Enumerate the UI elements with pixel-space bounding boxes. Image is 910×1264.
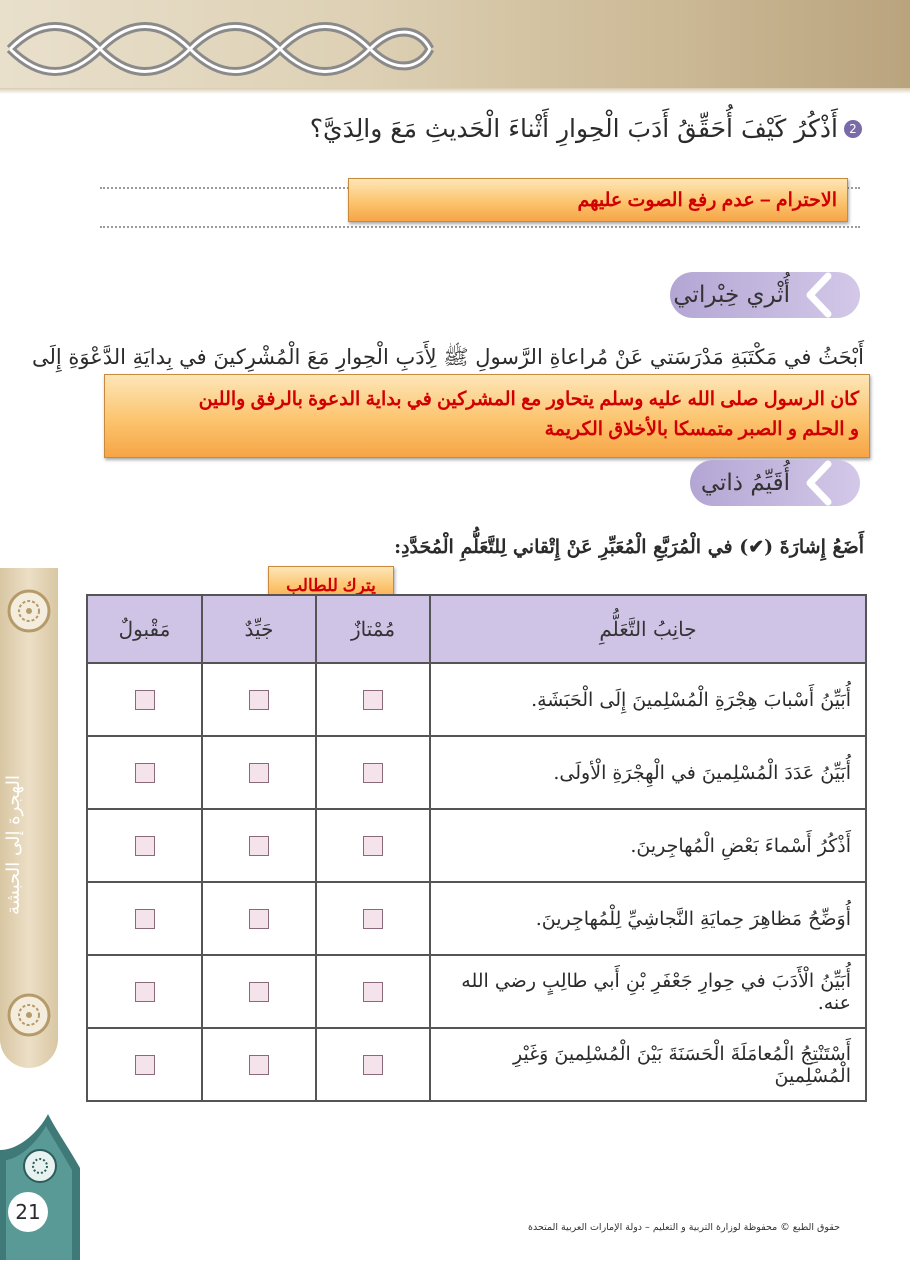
medallion-icon (4, 586, 54, 636)
top-banner-shadow (0, 88, 910, 94)
rating-cell-acceptable (87, 955, 202, 1028)
checkbox-excellent[interactable] (363, 982, 383, 1002)
rating-cell-good (202, 736, 316, 809)
checkbox-acceptable[interactable] (135, 982, 155, 1002)
header-acceptable: مَقْبولٌ (87, 595, 202, 663)
answer-dotted-line-2 (100, 226, 860, 228)
rating-cell-excellent (316, 955, 430, 1028)
checkbox-acceptable[interactable] (135, 690, 155, 710)
checkbox-acceptable[interactable] (135, 909, 155, 929)
rating-cell-acceptable (87, 663, 202, 736)
page-number: 21 (8, 1192, 48, 1232)
checkbox-good[interactable] (249, 763, 269, 783)
rating-cell-good (202, 882, 316, 955)
rating-cell-acceptable (87, 809, 202, 882)
header-good: جَيِّدٌ (202, 595, 316, 663)
checkbox-acceptable[interactable] (135, 1055, 155, 1075)
answer-box-1 (348, 178, 848, 222)
self-assessment-table (86, 594, 867, 1102)
rating-cell-good (202, 955, 316, 1028)
section-enrich-label: أُثْري خِبْراتي (673, 282, 790, 308)
medallion-icon (4, 990, 54, 1040)
rating-cell-excellent (316, 736, 430, 809)
skill-cell: أُبَيِّنُ عَدَدَ الْمُسْلِمينَ في الْهِجْرَةِ الْأولَى. (430, 736, 866, 809)
chevron-icon (800, 272, 840, 318)
section-assess-label: أُقَيِّمُ ذاتي (700, 470, 790, 496)
rating-cell-excellent (316, 663, 430, 736)
skill-cell: أَسْتَنْتِجُ الْمُعامَلَةَ الْحَسَنَةَ بَيْنَ الْمُسْلِمينَ وَغَيْرِ الْمُسْلِمينَ (430, 1028, 866, 1101)
table-row (87, 736, 866, 809)
rating-cell-good (202, 809, 316, 882)
instruction-text: أَضَعُ إِشارَةَ (✔) في الْمُرَبَّعِ الْمُعَبِّرِ عَنْ إِتْقاني لِلتَّعَلُّمِ الْمُحَدَّدِ: (394, 536, 864, 558)
copyright-footer: حقوق الطبع © محفوظة لوزارة التربية و التعليم – دولة الإمارات العربية المتحدة (528, 1222, 840, 1233)
skill-cell: أُبَيِّنُ الْأَدَبَ في حِوارِ جَعْفَرِ بْنِ أَبي طالِبٍ رضي الله عنه. (430, 955, 866, 1028)
rating-cell-excellent (316, 882, 430, 955)
table-row (87, 1028, 866, 1101)
checkbox-excellent[interactable] (363, 836, 383, 856)
answer-box-2 (104, 374, 870, 458)
page-number-badge-icon (0, 1110, 86, 1260)
header-learning-aspect: جانِبُ التَّعَلُّمِ (430, 595, 866, 663)
answer-text-1: الاحترام – عدم رفع الصوت عليهم (577, 190, 837, 211)
header-excellent: مُمْتازٌ (316, 595, 430, 663)
question-number-badge: 2 (844, 120, 862, 138)
rating-cell-good (202, 1028, 316, 1101)
table-row (87, 663, 866, 736)
rating-cell-acceptable (87, 1028, 202, 1101)
answer-text-2-line-2: و الحلم و الصبر متمسكا بالأخلاق الكريمة (544, 419, 859, 440)
checkbox-excellent[interactable] (363, 909, 383, 929)
research-prompt: أَبْحَثُ في مَكْتَبَةِ مَدْرَسَتي عَنْ مُراعاةِ الرَّسولِ ﷺ لِأَدَبِ الْحِوارِ مَعَ الْمُشْرِكينَ في بِدايَةِ الدَّعْوَةِ إِلَى (31, 345, 864, 369)
table-row (87, 955, 866, 1028)
checkbox-good[interactable] (249, 909, 269, 929)
checkbox-excellent[interactable] (363, 1055, 383, 1075)
checkbox-excellent[interactable] (363, 690, 383, 710)
checkbox-good[interactable] (249, 836, 269, 856)
table-row (87, 882, 866, 955)
checkbox-good[interactable] (249, 982, 269, 1002)
table-row (87, 809, 866, 882)
checkbox-good[interactable] (249, 1055, 269, 1075)
question-text: أَذْكُرُ كَيْفَ أُحَقِّقُ أَدَبَ الْحِوارِ أَثْناءَ الْحَديثِ مَعَ والِدَيَّ؟ (309, 114, 838, 143)
student-note-text: يترك للطالب (286, 576, 376, 595)
chapter-title-vertical: الهجرة إلى الحبشة (3, 775, 24, 915)
rating-cell-acceptable (87, 736, 202, 809)
checkbox-acceptable[interactable] (135, 763, 155, 783)
answer-text-2-line-1: كان الرسول صلى الله عليه وسلم يتحاور مع المشركين في بداية الدعوة بالرفق واللين (198, 389, 859, 410)
rating-cell-excellent (316, 809, 430, 882)
skill-cell: أُوَضِّحُ مَظاهِرَ حِمايَةِ النَّجاشِيِّ لِلْمُهاجِرينَ. (430, 882, 866, 955)
rating-cell-excellent (316, 1028, 430, 1101)
skill-cell: أُبَيِّنُ أَسْبابَ هِجْرَةِ الْمُسْلِمينَ إِلَى الْحَبَشَةِ. (430, 663, 866, 736)
checkbox-acceptable[interactable] (135, 836, 155, 856)
table-header-row (87, 595, 866, 663)
checkbox-excellent[interactable] (363, 763, 383, 783)
chevron-icon (800, 460, 840, 506)
skill-cell: أَذْكُرُ أَسْماءَ بَعْضِ الْمُهاجِرينَ. (430, 809, 866, 882)
rating-cell-acceptable (87, 882, 202, 955)
knot-pattern-icon (0, 14, 440, 84)
checkbox-good[interactable] (249, 690, 269, 710)
rating-cell-good (202, 663, 316, 736)
